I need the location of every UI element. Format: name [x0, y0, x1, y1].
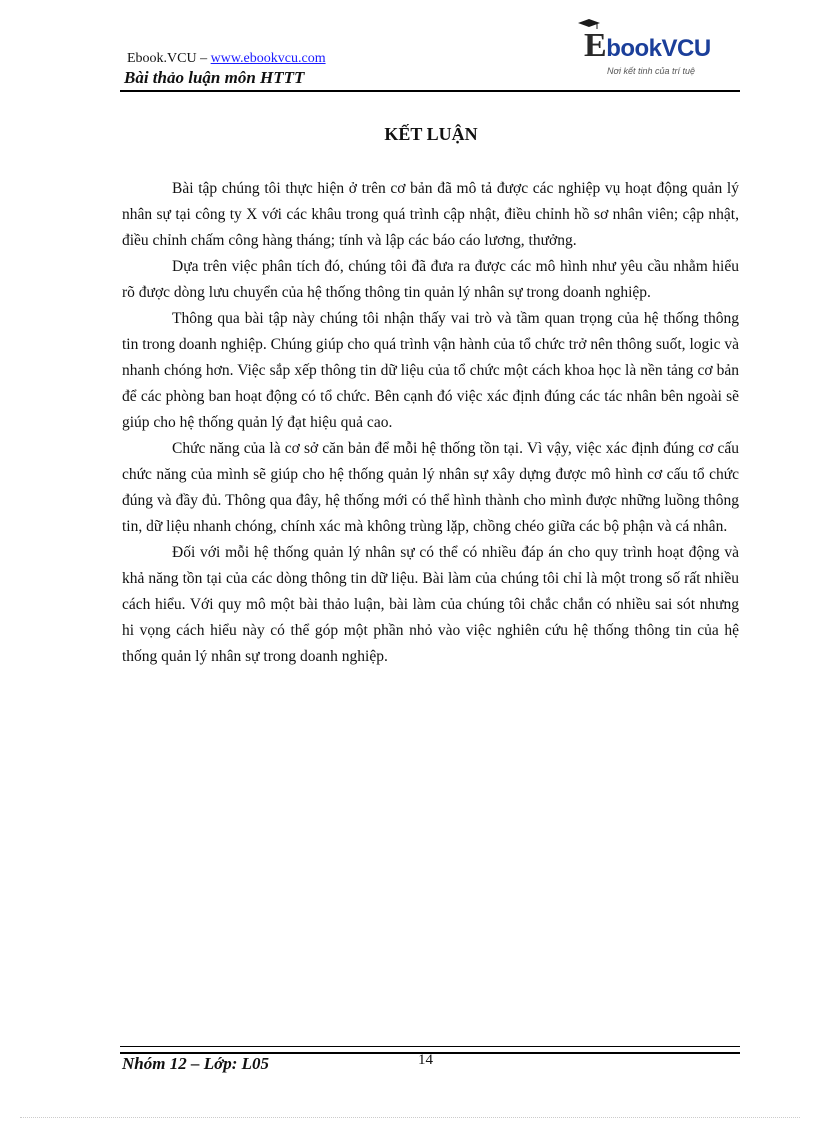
header-source-prefix: Ebook.VCU – [127, 51, 211, 66]
header-source [127, 51, 326, 67]
header-title: Bài thảo luận môn HTTT [124, 68, 305, 87]
paragraph: Dựa trên việc phân tích đó, chúng tôi đã đưa ra được các mô hình như yêu cầu nhằm hiểu rõ được dòng lưu chuyển của hệ thống thông tin quản lý nhân sự trong doanh nghiệp. [122, 258, 739, 301]
footer-group-label: Nhóm 12 – Lớp: L05 [122, 1054, 270, 1073]
page-edge-divider [20, 1117, 800, 1118]
page-number: 14 [418, 1052, 433, 1068]
paragraph: Đối với mỗi hệ thống quản lý nhân sự có thể có nhiều đáp án cho quy trình hoạt động và khả năng tồn tại của các dòng thông tin dữ liệu. Bài làm của chúng tôi chỉ là một trong số rất nhiều cách hiểu. Với quy mô một bài thảo luận, bài làm của chúng tôi chắc chắn có nhiều sai sót nhưng hi vọng cách hiểu này có thể góp một phần nhỏ vào việc nghiên cứu hệ thống thông tin của hệ thống quản lý nhân sự trong doanh nghiệp. [122, 544, 739, 665]
logo-e-letter: E [584, 27, 607, 64]
logo-vcu-text: VCU [661, 35, 711, 62]
body-text [122, 176, 739, 670]
paragraph: Bài tập chúng tôi thực hiện ở trên cơ bản đã mô tả được các nghiệp vụ hoạt động quản lý nhân sự tại công ty X với các khâu trong quá trình cập nhật, điều chỉnh hồ sơ nhân viên; cập nhật, điều chỉnh chấm công hàng tháng; tính và lập các báo cáo lương, thưởng. [122, 180, 739, 249]
logo-wordmark [584, 27, 711, 65]
section-heading: KẾT LUẬN [384, 124, 478, 144]
logo-book-text: book [606, 35, 662, 62]
paragraph: Chức năng của là cơ sở căn bản để mỗi hệ thống tồn tại. Vì vậy, việc xác định đúng cơ cấu chức năng của mình sẽ giúp cho hệ thống quản lý nhân sự xây dựng được mô hình cơ cấu tổ chức đúng và đầy đủ. Thông qua đây, hệ thống mới có thể hình thành cho mình được những luồng thông tin, dữ liệu nhanh chóng, chính xác mà không trùng lặp, chồng chéo giữa các bộ phận và cá nhân. [122, 440, 739, 535]
ebook-vcu-logo [574, 19, 734, 85]
header-source-link[interactable]: www.ebookvcu.com [210, 51, 326, 66]
logo-tagline: Nơi kết tinh của trí tuệ [607, 66, 695, 76]
header-divider [120, 90, 740, 92]
paragraph: Thông qua bài tập này chúng tôi nhận thấy vai trò và tầm quan trọng của hệ thống thông tin trong doanh nghiệp. Chúng giúp cho quá trình vận hành của tổ chức trở nên thông suốt, logic và nhanh chóng hơn. Việc sắp xếp thông tin dữ liệu của tổ chức một cách khoa học là nền tảng cơ bản để các phòng ban hoạt động có tổ chức. Bên cạnh đó việc xác định đúng các tác nhân bên ngoài sẽ giúp cho hệ thống quản lý đạt hiệu quả cao. [122, 310, 739, 431]
